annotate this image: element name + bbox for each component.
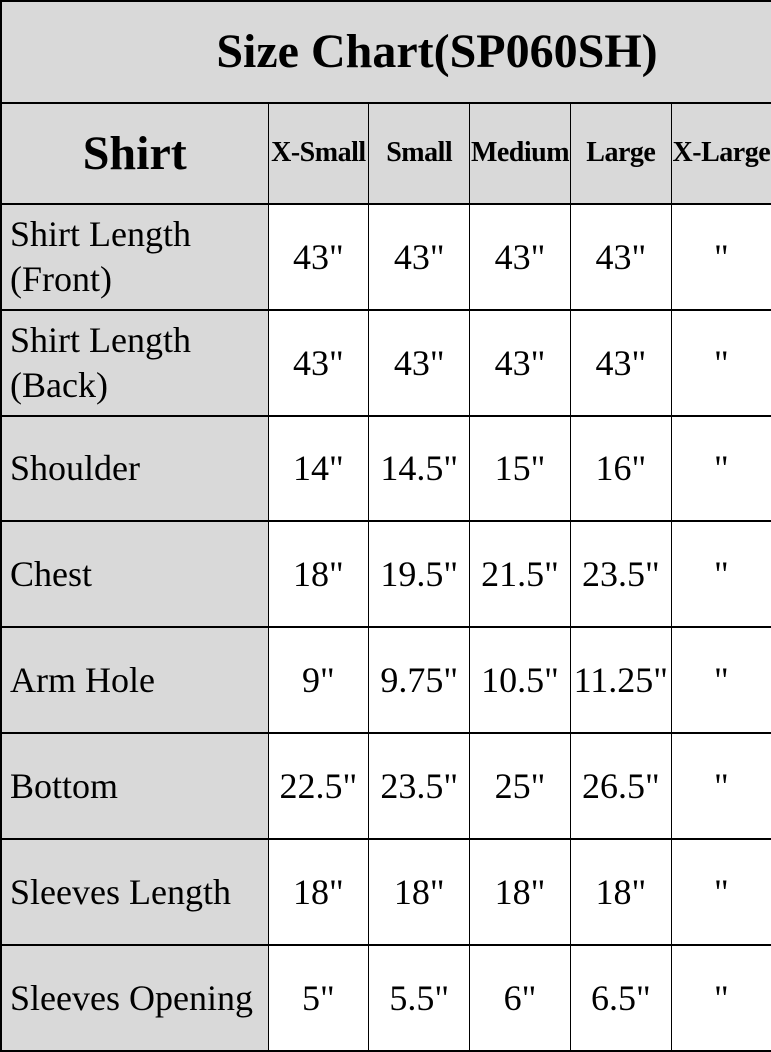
cell-value: 18" (268, 521, 369, 627)
row-label: Chest (1, 521, 268, 627)
cell-value: 5.5" (369, 945, 470, 1051)
row-label: Shirt Length (Back) (1, 310, 268, 416)
row-label: Sleeves Length (1, 839, 268, 945)
cell-value: 43" (470, 204, 571, 310)
cell-value: 43" (268, 204, 369, 310)
corner-header-shirt: Shirt (1, 103, 268, 204)
column-header-small: Small (369, 103, 470, 204)
header-row (1, 103, 771, 204)
cell-value: 9" (268, 627, 369, 733)
cell-value: " (671, 521, 771, 627)
row-label: Arm Hole (1, 627, 268, 733)
cell-value: " (671, 204, 771, 310)
table-row-bottom (1, 733, 771, 839)
cell-value: " (671, 839, 771, 945)
cell-value: 23.5" (369, 733, 470, 839)
table-row-arm-hole (1, 627, 771, 733)
column-header-x-small: X-Small (268, 103, 369, 204)
cell-value: 18" (369, 839, 470, 945)
table-row-shirt-length-front (1, 204, 771, 310)
column-header-large: Large (570, 103, 671, 204)
cell-value: 43" (369, 204, 470, 310)
cell-value: 18" (268, 839, 369, 945)
cell-value: 19.5" (369, 521, 470, 627)
cell-value: 14.5" (369, 416, 470, 522)
cell-value: 18" (570, 839, 671, 945)
row-label: Bottom (1, 733, 268, 839)
table-row-shirt-length-back (1, 310, 771, 416)
row-label: Shirt Length (Front) (1, 204, 268, 310)
table-row-sleeves-opening (1, 945, 771, 1051)
row-label: Shoulder (1, 416, 268, 522)
cell-value: " (671, 416, 771, 522)
cell-value: 5" (268, 945, 369, 1051)
cell-value: " (671, 310, 771, 416)
cell-value: 10.5" (470, 627, 571, 733)
cell-value: 22.5" (268, 733, 369, 839)
table-row-shoulder (1, 416, 771, 522)
cell-value: 21.5" (470, 521, 571, 627)
cell-value: 9.75" (369, 627, 470, 733)
cell-value: 26.5" (570, 733, 671, 839)
column-header-x-large: X-Large (671, 103, 771, 204)
row-label: Sleeves Opening (1, 945, 268, 1051)
cell-value: 43" (470, 310, 571, 416)
cell-value: 43" (570, 204, 671, 310)
cell-value: " (671, 945, 771, 1051)
table-row-sleeves-length (1, 839, 771, 945)
cell-value: 43" (570, 310, 671, 416)
cell-value: " (671, 733, 771, 839)
cell-value: 16" (570, 416, 671, 522)
cell-value: 6.5" (570, 945, 671, 1051)
title-row (1, 1, 771, 103)
cell-value: 15" (470, 416, 571, 522)
column-header-medium: Medium (470, 103, 571, 204)
cell-value: 14" (268, 416, 369, 522)
cell-value: 43" (369, 310, 470, 416)
page-title: Size Chart(SP060SH) (1, 1, 771, 103)
cell-value: 25" (470, 733, 571, 839)
cell-value: 6" (470, 945, 571, 1051)
cell-value: 43" (268, 310, 369, 416)
table-row-chest (1, 521, 771, 627)
cell-value: " (671, 627, 771, 733)
cell-value: 18" (470, 839, 571, 945)
cell-value: 23.5" (570, 521, 671, 627)
cell-value: 11.25" (570, 627, 671, 733)
